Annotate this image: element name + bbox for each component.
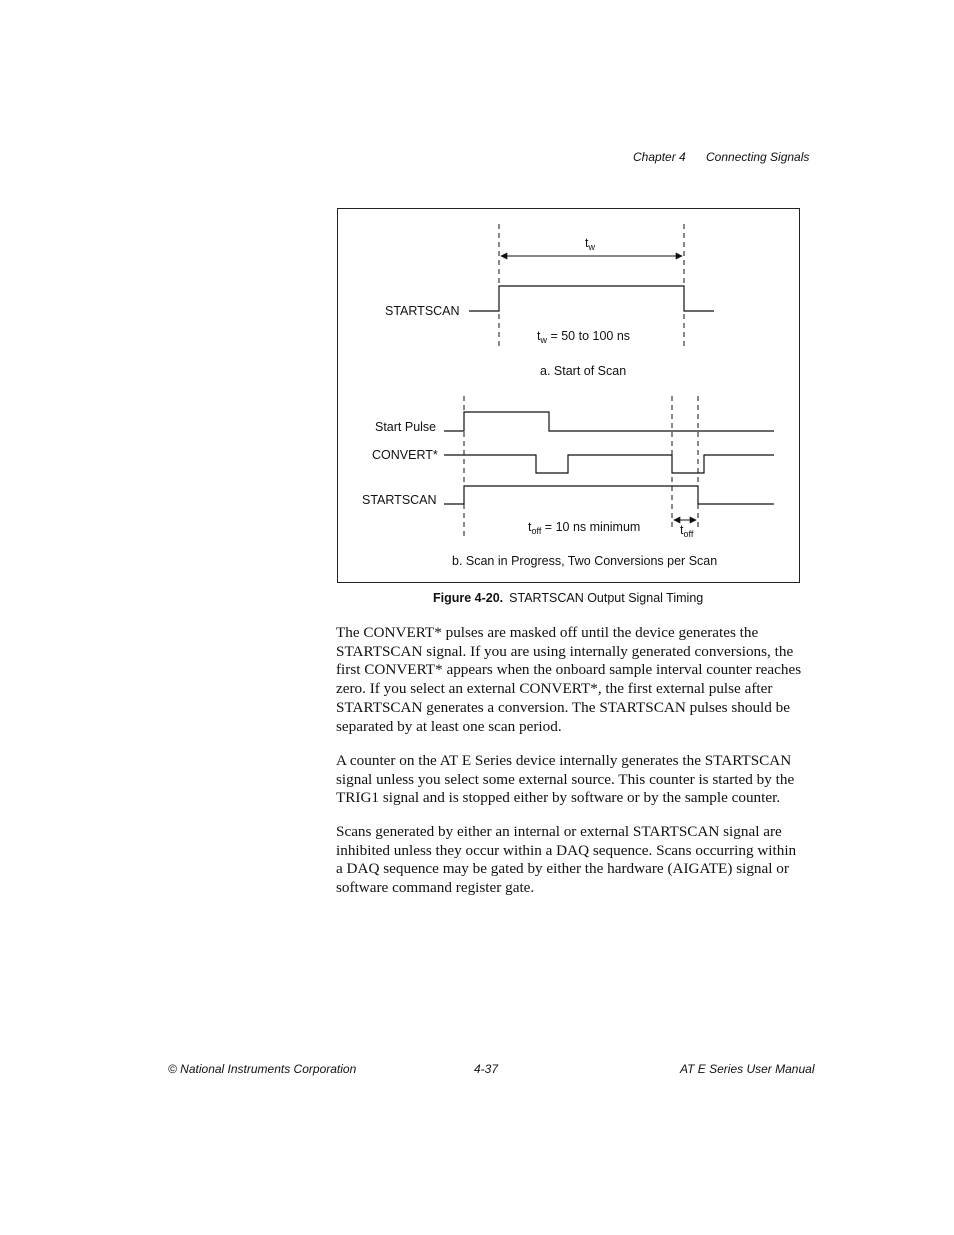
header-section-title: Connecting Signals	[706, 150, 810, 164]
start-pulse-waveform	[444, 412, 774, 431]
part-a-subtitle: a. Start of Scan	[540, 364, 627, 378]
figure-number: Figure 4-20.	[433, 591, 504, 605]
footer-copyright: © National Instruments Corporation	[168, 1062, 357, 1076]
header-chapter: Chapter 4	[633, 150, 686, 164]
toff-label: $t_{off}$	[680, 523, 694, 539]
timing-diagram	[338, 209, 801, 584]
tw-label: $t_w$	[585, 236, 595, 252]
body-paragraph: The CONVERT* pulses are masked off until the device generates the STARTSCAN signal. If you are using internally generated conversions, the first CONVERT* appears when the onboard sample interval counter reaches zero. If you select an external CONVERT*, the first external pulse after STARTSCAN generates a conversion. The STARTSCAN pulses should be separated by at least one scan period.	[336, 624, 802, 735]
body-paragraph: Scans generated by either an internal or external STARTSCAN signal are inhibited unless they occur within a DAQ sequence. Scans occurring within a DAQ sequence may be gated by either the hardware (AIGATE) signal or software command register gate.	[336, 823, 797, 897]
part-b-subtitle: b. Scan in Progress, Two Conversions per Scan	[452, 554, 718, 568]
startscan-label-a: STARTSCAN	[385, 304, 460, 318]
figure-caption	[433, 591, 703, 605]
footer-page-number: 4-37	[474, 1062, 499, 1076]
tw-value-label: $t_w = 50$ to 100 ns	[537, 329, 631, 345]
timing-diagram-figure	[337, 208, 800, 583]
body-paragraph: A counter on the AT E Series device internally generates the STARTSCAN signal unless you select some external source. This counter is started by the TRIG1 signal and is stopped either by software or by the sample counter.	[336, 752, 795, 807]
figure-caption-text: STARTSCAN Output Signal Timing	[509, 591, 704, 605]
startscan-waveform-b	[444, 486, 774, 504]
toff-value-label: $t_{off} = 10$ ns minimum	[528, 520, 641, 536]
startscan-label-b: STARTSCAN	[362, 493, 437, 507]
startscan-waveform-a	[469, 286, 714, 311]
start-pulse-label: Start Pulse	[375, 420, 437, 434]
convert-waveform	[444, 455, 774, 473]
footer-manual-title: AT E Series User Manual	[680, 1062, 815, 1076]
convert-label: CONVERT*	[372, 448, 438, 462]
